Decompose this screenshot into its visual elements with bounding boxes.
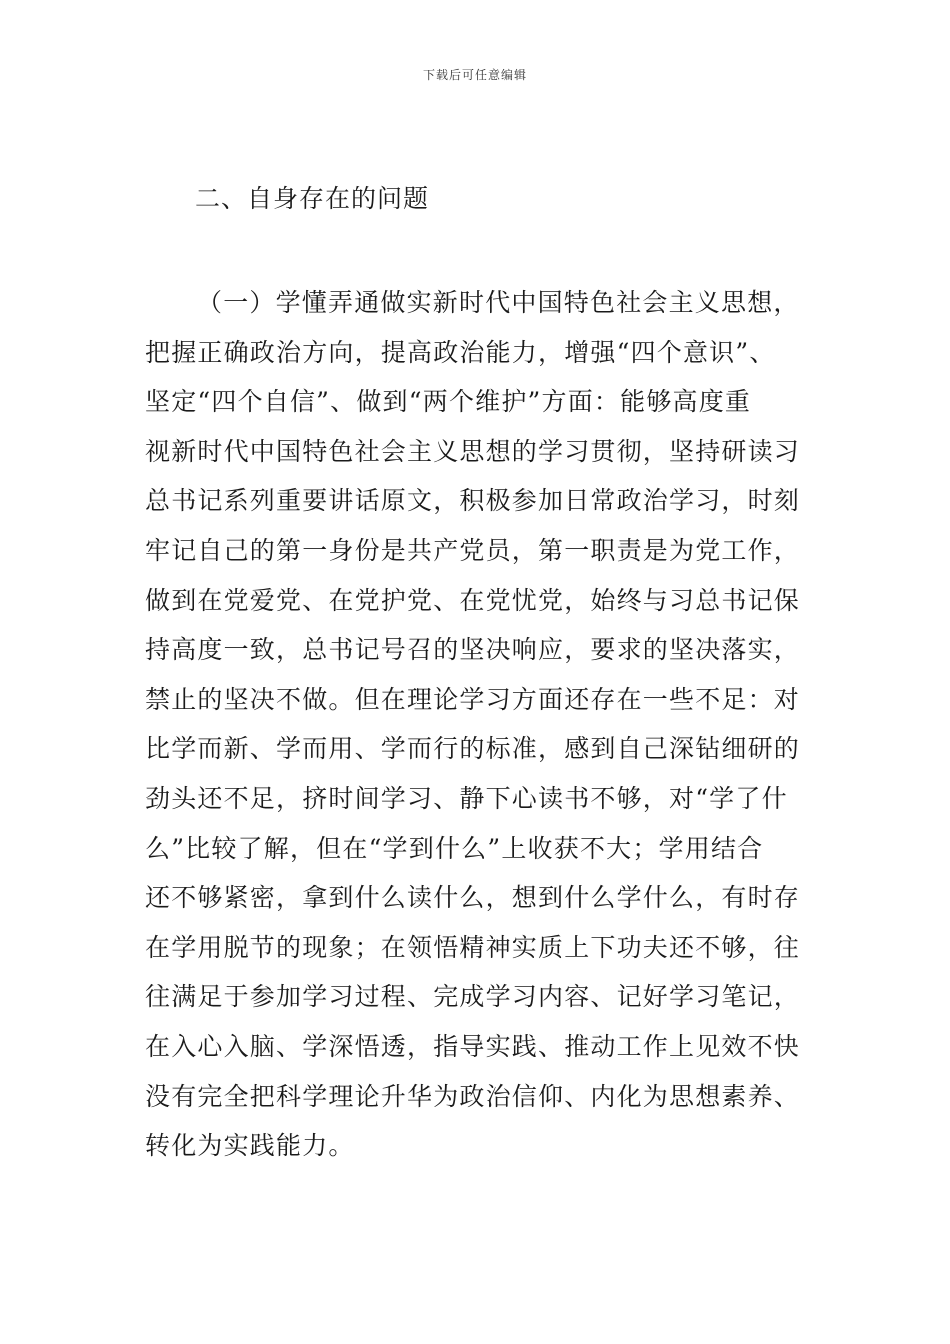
paragraph-line: 做到在党爱党、在党护党、在党忧党，始终与习总书记保 (145, 585, 801, 615)
page-header-note: 下载后可任意编辑 (422, 68, 527, 82)
paragraph-line: 视新时代中国特色社会主义思想的学习贯彻，坚持研读习 (145, 436, 801, 466)
paragraph-line: （一）学懂弄通做实新时代中国特色社会主义思想， (197, 288, 800, 317)
paragraph-line: 么”比较了解，但在“学到什么”上收获不大；学用结合 (145, 833, 764, 863)
paragraph-line: 牢记自己的第一身份是共产党员，第一职责是为党工作， (145, 535, 801, 565)
paragraph-line: 把握正确政治方向，提高政治能力，增强“四个意识”、 (145, 337, 776, 367)
paragraph-line: 持高度一致，总书记号召的坚决响应，要求的坚决落实， (145, 635, 801, 665)
body-paragraph (145, 278, 810, 1171)
paragraph-line: 没有完全把科学理论升华为政治信仰、内化为思想素养、 (145, 1081, 801, 1111)
paragraph-line: 坚定“四个自信”、做到“两个维护”方面：能够高度重 (145, 387, 752, 417)
paragraph-line: 在入心入脑、学深悟透，指导实践、推动工作上见效不快 (145, 1031, 801, 1061)
paragraph-line: 往满足于参加学习过程、完成学习内容、记好学习笔记， (145, 982, 801, 1012)
paragraph-line: 在学用脱节的现象；在领悟精神实质上下功夫还不够，往 (145, 932, 801, 962)
paragraph-line: 总书记系列重要讲话原文，积极参加日常政治学习，时刻 (145, 486, 801, 516)
paragraph-line: 比学而新、学而用、学而行的标准，感到自己深钻细研的 (145, 734, 801, 764)
paragraph-line: 还不够紧密，拿到什么读什么，想到什么学什么，有时存 (145, 883, 801, 913)
section-heading: 二、自身存在的问题 (195, 184, 430, 213)
paragraph-line: 禁止的坚决不做。但在理论学习方面还存在一些不足：对 (145, 684, 801, 714)
paragraph-line: 劲头还不足，挤时间学习、静下心读书不够，对“学了什 (145, 783, 788, 813)
paragraph-line: 转化为实践能力。 (145, 1131, 355, 1161)
